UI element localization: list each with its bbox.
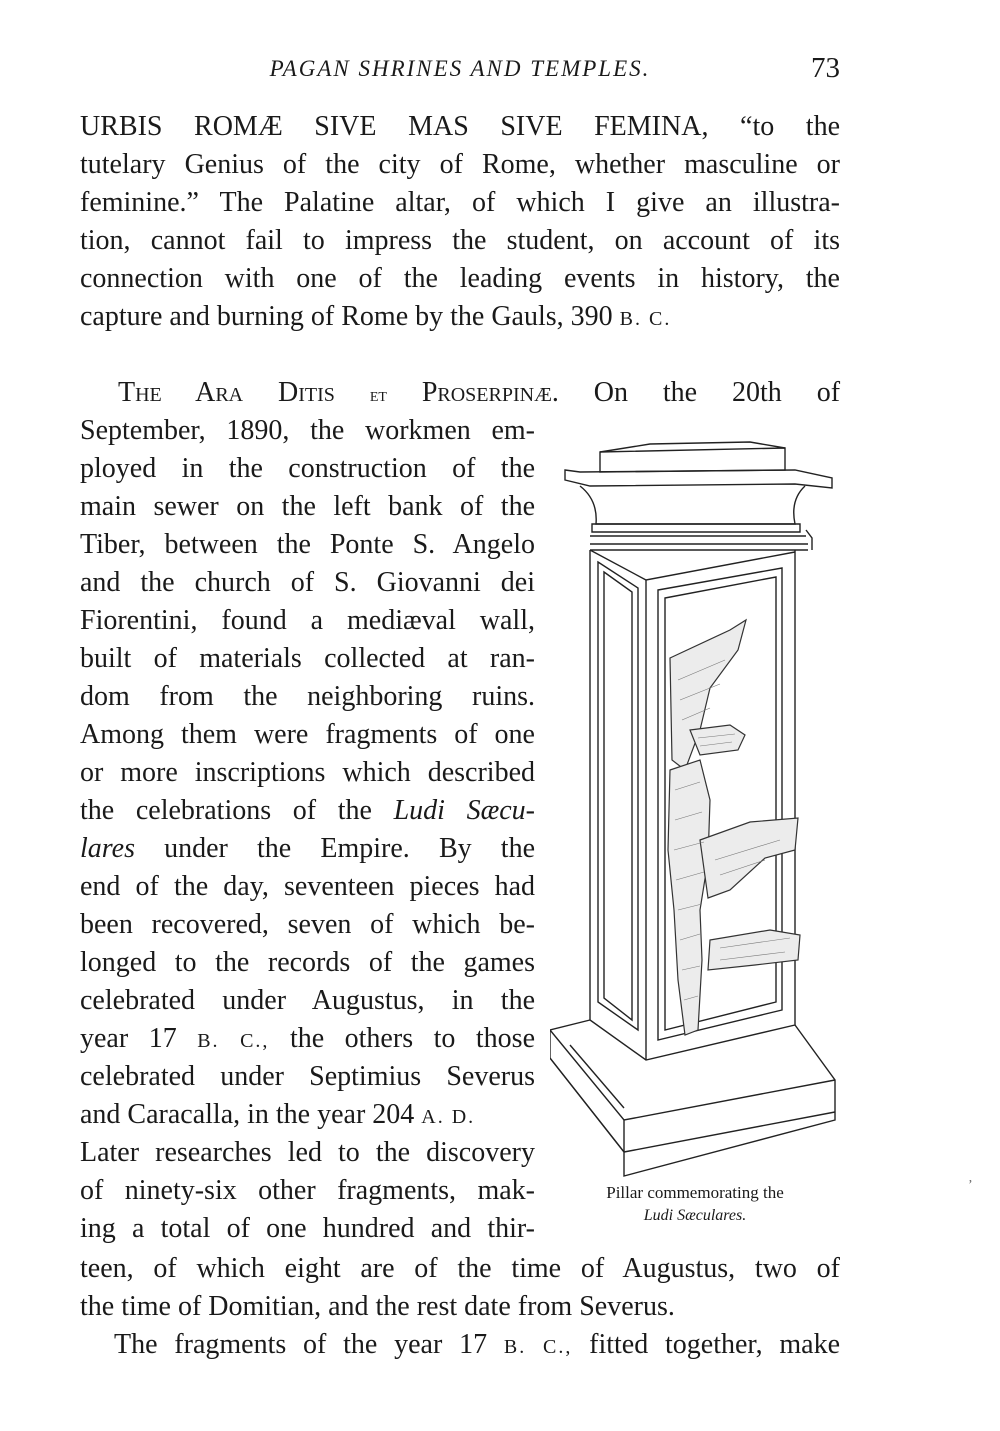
section-heading-rest: On the 20th of [593,377,841,408]
narrow-line-7: built of materials collected at ran- [80,643,535,674]
pillar-base [550,1020,835,1176]
paragraph1-line-6 [80,298,840,338]
pillar-cornice [565,470,832,488]
ludi-line-text: the celebrations of the [80,795,372,826]
year-line-pre: year 17 [80,1023,177,1054]
year-line-abbr: B. C., [197,1030,270,1052]
narrow-line-13: end of the day, seventeen pieces had [80,871,535,902]
paragraph1-line-2: tutelary Genius of the city of Rome, whether masculine or [80,149,840,180]
narrow-line-1: September, 1890, the workmen em- [80,415,535,446]
narrow-line-19 [80,1096,535,1136]
section-heading-et: et [369,384,387,406]
section-heading-line [80,374,840,414]
inscription-fragments [668,620,800,1035]
paragraph1-line-3: feminine.” The Palatine altar, of which I give an illustra- [80,187,840,218]
paragraph1-line-4: tion, cannot fail to impress the student, on account of its [80,225,840,256]
page-number: 73 [811,52,840,84]
narrow-line-5: and the church of S. Giovanni dei [80,567,535,598]
paragraph3-line-1 [80,1326,840,1366]
paragraph1-line-6-text: capture and burning of Rome by the Gauls, 390 [80,301,613,332]
figure-caption-line-2: Ludi Sæculares. [643,1207,747,1224]
year-line-post: the others to those [289,1023,535,1054]
narrow-line-21: of ninety-six other fragments, mak- [80,1175,535,1206]
narrow-line-3: main sewer on the left bank of the [80,491,535,522]
lares-rest: under the Empire. By the [164,833,535,864]
narrow-line-20: Later researches led to the discovery [80,1137,535,1168]
section-heading-part1: The Ara Ditis [118,377,335,408]
pillar-drawing [550,440,840,1180]
narrow-line-18: celebrated under Septimius Severus [80,1061,535,1092]
narrow-line-22: ing a total of one hundred and thir- [80,1213,535,1244]
narrow-line-12 [80,830,535,868]
narrow-line-15: longed to the records of the games [80,947,535,978]
paragraph1-line-5: connection with one of the leading events in history, the [80,263,840,294]
lares-italic: lares [80,833,135,864]
stray-ink-mark: ’ [968,1178,973,1193]
full-line-2: the time of Domitian, and the rest date from Severus. [80,1291,675,1322]
paragraph3-abbr: B. C., [503,1336,573,1358]
narrow-line-11 [80,792,535,830]
narrow-line-9: Among them were fragments of one [80,719,535,750]
section-heading-part2: Proserpinæ. [421,377,559,408]
figure-caption-line-1: Pillar commemorating the [606,1183,784,1202]
pillar-top-slab [600,448,785,472]
paragraph3-post: fitted together, make [589,1329,841,1360]
narrow-line-2: ployed in the construction of the [80,453,535,484]
paragraph1-line-1: URBIS ROMÆ SIVE MAS SIVE FEMINA, “to the [80,111,840,142]
running-title: PAGAN SHRINES AND TEMPLES. [269,56,651,81]
running-head [80,52,840,92]
narrow-line-16: celebrated under Augustus, in the [80,985,535,1016]
ad-line-abbr: A. D. [421,1106,476,1128]
narrow-line-14: been recovered, seven of which be- [80,909,535,940]
narrow-line-10: or more inscriptions which described [80,757,535,788]
ad-line-pre: and Caracalla, in the year 204 [80,1099,415,1130]
narrow-line-8: dom from the neighboring ruins. [80,681,535,712]
narrow-line-4: Tiber, between the Ponte S. Angelo [80,529,535,560]
ludi-italic: Ludi Sæcu- [393,795,535,826]
narrow-line-17 [80,1020,535,1060]
pillar-illustration [550,440,840,1180]
era-abbreviation: B. C. [619,308,672,330]
full-line-1: teen, of which eight are of the time of Augustus, two of [80,1253,840,1284]
paragraph3-pre: The fragments of the year 17 [114,1329,488,1360]
narrow-line-6: Fiorentini, found a mediæval wall, [80,605,535,636]
